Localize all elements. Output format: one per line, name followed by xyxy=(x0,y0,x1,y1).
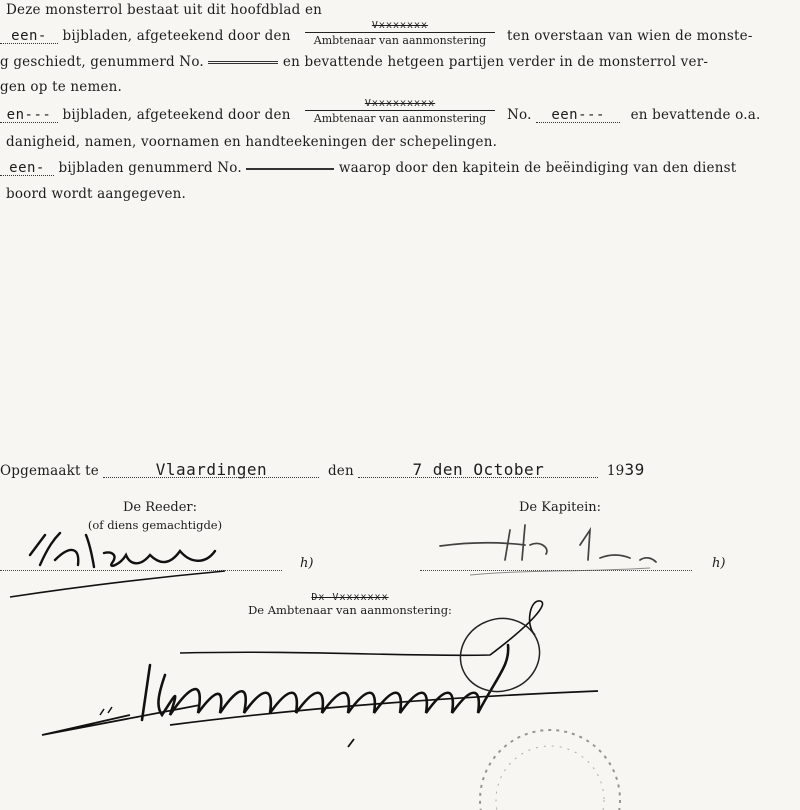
header-line-5-text-a: bijbladen, afgeteekend door den xyxy=(62,107,291,123)
captain-signature xyxy=(430,520,680,590)
official-label-1 xyxy=(305,20,495,47)
official-struck: Dx Vxxxxxxx xyxy=(311,592,389,603)
appendix-count-3: een- xyxy=(0,161,54,176)
official-label-2-struck: Vxxxxxxxxx xyxy=(364,98,436,109)
year-field: 39 xyxy=(624,460,645,479)
owner-sub-label: (of diens gemachtigde) xyxy=(87,518,223,532)
header-line-5-tail xyxy=(507,107,760,123)
header-line-6: danigheid, namen, voornamen en handteekeningen der schepelingen. xyxy=(6,134,498,150)
header-line-2-text-a: bijbladen, afgeteekend door den xyxy=(62,28,291,44)
official-label-2 xyxy=(305,98,495,125)
header-line-1: Deze monsterrol bestaat uit dit hoofdblad en xyxy=(6,2,323,18)
official-label-1-caption: Ambtenaar van aanmonstering xyxy=(313,34,487,47)
appendix-count-1: een- xyxy=(0,29,58,44)
header-line-7 xyxy=(0,160,736,176)
header-line-4: gen op te nemen. xyxy=(0,79,123,95)
century-label: 19 xyxy=(606,463,625,479)
header-line-2-text-b: ten overstaan van wien de monste- xyxy=(507,28,753,44)
header-line-7-text-b: waarop door den kapitein de beëindiging van den dienst xyxy=(338,160,737,176)
header-line-7-text-a: bijbladen genummerd No. xyxy=(58,160,242,176)
appendix-count-2: en--- xyxy=(0,108,58,123)
official-label-1-struck: Vxxxxxxx xyxy=(371,20,429,31)
round-stamp-icon xyxy=(470,720,630,810)
header-line-5 xyxy=(0,107,291,123)
den-label: den xyxy=(327,463,354,479)
number-label: No. xyxy=(507,107,532,123)
number-value: een--- xyxy=(536,108,620,123)
made-up-prefix: Opgemaakt te xyxy=(0,463,99,479)
header-line-3-text-b: en bevattende hetgeen partijen verder in de monsterrol ver- xyxy=(282,54,709,70)
date-field: 7 den October xyxy=(358,463,598,478)
header-line-8: boord wordt aangegeven. xyxy=(6,186,187,202)
struck-number-1 xyxy=(208,61,278,64)
header-line-5-text-b: en bevattende o.a. xyxy=(630,107,761,123)
header-line-3 xyxy=(0,54,708,70)
header-line-3-prefix: g geschiedt, genummerd No. xyxy=(0,54,204,70)
header-line-2 xyxy=(0,28,291,44)
fraction-rule xyxy=(305,32,495,33)
captain-h-mark: h) xyxy=(712,556,726,571)
fraction-rule xyxy=(305,110,495,111)
made-up-line xyxy=(0,460,645,479)
struck-number-2 xyxy=(246,168,334,170)
owner-label: De Reeder: xyxy=(122,500,198,515)
place-field: Vlaardingen xyxy=(103,463,319,478)
owner-h-mark: h) xyxy=(300,556,314,571)
official-label-2-caption: Ambtenaar van aanmonstering xyxy=(313,112,487,125)
official-caption: De Ambtenaar van aanmonstering: xyxy=(248,603,452,617)
captain-label: De Kapitein: xyxy=(518,500,602,515)
